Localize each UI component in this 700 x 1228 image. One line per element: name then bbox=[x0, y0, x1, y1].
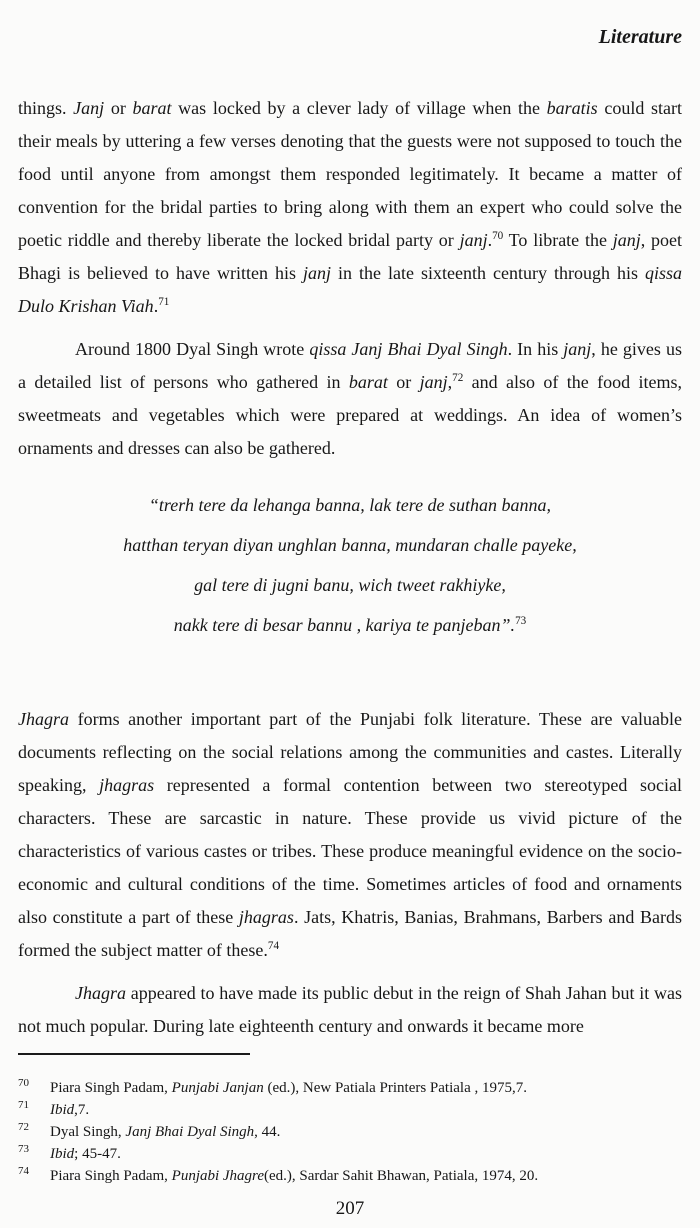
footnote bbox=[18, 1099, 682, 1121]
text-run: , 44. bbox=[254, 1124, 281, 1140]
footnote-ref: 72 bbox=[452, 372, 464, 384]
text-run: janj bbox=[419, 372, 448, 392]
text-run: janj bbox=[302, 263, 331, 283]
text-run: represented a formal contention between two stereotyped social characters. These are sarcastic in nature. These provide us vivid picture of the characteristics of various castes or tribes. These produce meaningful evidence on the socio- economic and cultural conditions of the time. Sometimes articles of food and ornaments also constitute a part of these bbox=[18, 775, 683, 927]
text-run: things. bbox=[18, 98, 74, 118]
footnote-marker bbox=[18, 1099, 50, 1121]
footnote-number: 70 bbox=[18, 1077, 29, 1089]
footnote bbox=[18, 1077, 682, 1099]
text-run: and also of the food items, sweetmeats and vegetables which were prepared at weddings. An idea of women’s ornaments and dresses can also be gathered. bbox=[18, 372, 682, 458]
paragraph bbox=[18, 92, 682, 323]
text-run: Punjabi Jhagre bbox=[171, 1168, 264, 1184]
text-run: or bbox=[387, 372, 420, 392]
text-run: jhagras bbox=[238, 907, 294, 927]
footnote-ref: 70 bbox=[492, 230, 504, 242]
text-run: was locked by a clever lady of village when the bbox=[171, 98, 547, 118]
text-run: ; 45-47. bbox=[74, 1146, 121, 1162]
text-run: “trerh tere da lehanga banna, lak tere de suthan banna, bbox=[148, 495, 552, 515]
footnote-marker bbox=[18, 1143, 50, 1165]
text-run: baratis bbox=[546, 98, 598, 118]
footnote-number: 74 bbox=[18, 1165, 29, 1177]
text-run: Janj bbox=[73, 98, 105, 118]
text-run: qissa Janj Bhai Dyal Singh bbox=[309, 339, 508, 359]
footnote-text bbox=[50, 1168, 538, 1184]
verse-line bbox=[18, 605, 682, 645]
text-run: janj bbox=[612, 230, 641, 250]
text-run: hatthan teryan diyan unghlan banna, mundaran challe payeke, bbox=[123, 535, 577, 555]
footnote-number: 73 bbox=[18, 1143, 29, 1155]
footnote-number: 72 bbox=[18, 1121, 29, 1133]
text-run: Jhagra bbox=[75, 983, 126, 1003]
text-run: appeared to have made its public debut in the reign of Shah Jahan but it was not much popular. During late eighteenth century and onwards it became more bbox=[18, 983, 682, 1036]
footnote-ref: 71 bbox=[158, 296, 170, 308]
text-run: forms another important part of the Punjabi folk literature. These are valuable documents reflecting on the social relations among the communities and castes. Literally speaking, bbox=[18, 709, 682, 795]
page-number: 207 bbox=[335, 1198, 365, 1219]
page-body bbox=[18, 92, 682, 1043]
footnote-ref: 74 bbox=[267, 940, 280, 952]
footnote-text bbox=[50, 1124, 280, 1140]
text-run: . bbox=[487, 230, 493, 250]
footnote-marker bbox=[18, 1121, 50, 1143]
text-run: in the late sixteenth century through his bbox=[331, 263, 645, 283]
text-run: , he gives us a detailed list of persons who gathered in bbox=[18, 339, 682, 392]
footnote-marker bbox=[18, 1077, 50, 1099]
text-run: . Jats, Khatris, Banias, Brahmans, Barbers and Bards formed the subject matter of these. bbox=[18, 907, 682, 960]
paragraph bbox=[18, 977, 682, 1043]
footnote bbox=[18, 1165, 682, 1187]
paragraph bbox=[18, 333, 682, 465]
text-run: Ibid bbox=[50, 1146, 75, 1162]
text-run: , poet Bhagi is believed to have written his bbox=[18, 230, 682, 283]
text-run: Ibid bbox=[50, 1102, 75, 1118]
text-run: Piara Singh Padam, bbox=[50, 1080, 172, 1096]
text-run: qissa Dulo Krishan Viah bbox=[18, 263, 682, 316]
footnote-text bbox=[50, 1146, 121, 1162]
verse-line bbox=[18, 485, 682, 525]
running-header bbox=[18, 0, 682, 50]
text-run: Dyal Singh, bbox=[50, 1124, 126, 1140]
text-run: Jhagra bbox=[18, 709, 69, 729]
paragraph bbox=[18, 703, 682, 967]
text-run: could start their meals by uttering a few verses denoting that the guests were not supposed to touch the food until anyone from amongst them responded legitimately. It became a matter of convention for the bridal parties to bring along with them an expert who could solve the poetic riddle and thereby liberate the locked bridal party or bbox=[18, 98, 682, 250]
text-run: gal tere di jugni banu, wich tweet rakhiyke, bbox=[194, 575, 506, 595]
footnote-separator bbox=[18, 1053, 250, 1055]
footnote-number: 71 bbox=[18, 1099, 29, 1111]
text-run: janj bbox=[563, 339, 592, 359]
header-title: Literature bbox=[598, 26, 682, 48]
verse-block bbox=[18, 485, 682, 645]
footnote-ref: 73 bbox=[515, 615, 527, 627]
text-run: Piara Singh Padam, bbox=[50, 1168, 172, 1184]
text-run: . bbox=[153, 296, 159, 316]
footnote bbox=[18, 1143, 682, 1165]
text-run: or bbox=[104, 98, 133, 118]
text-run: barat bbox=[348, 372, 388, 392]
verse-line bbox=[18, 525, 682, 565]
text-run: jhagras bbox=[99, 775, 155, 795]
text-run: barat bbox=[132, 98, 172, 118]
text-run: Around 1800 Dyal Singh wrote bbox=[75, 339, 310, 359]
text-run: nakk tere di besar bannu , kariya te panjeban”. bbox=[173, 615, 516, 635]
text-run: janj bbox=[459, 230, 488, 250]
text-run: (ed.), New Patiala Printers Patiala , 1975,7. bbox=[263, 1080, 528, 1096]
footnote bbox=[18, 1121, 682, 1143]
text-run: (ed.), Sardar Sahit Bhawan, Patiala, 1974, 20. bbox=[264, 1168, 539, 1184]
text-run: Janj Bhai Dyal Singh bbox=[125, 1124, 255, 1140]
footnote-text bbox=[50, 1102, 89, 1118]
verse-line bbox=[18, 565, 682, 605]
text-run: , bbox=[447, 372, 453, 392]
text-run: Punjabi Janjan bbox=[171, 1080, 264, 1096]
text-run: ,7. bbox=[74, 1102, 90, 1118]
footnote-text bbox=[50, 1080, 527, 1096]
text-run: . In his bbox=[507, 339, 564, 359]
footnote-marker bbox=[18, 1165, 50, 1187]
text-run: To librate the bbox=[503, 230, 613, 250]
footnotes bbox=[18, 1077, 682, 1187]
